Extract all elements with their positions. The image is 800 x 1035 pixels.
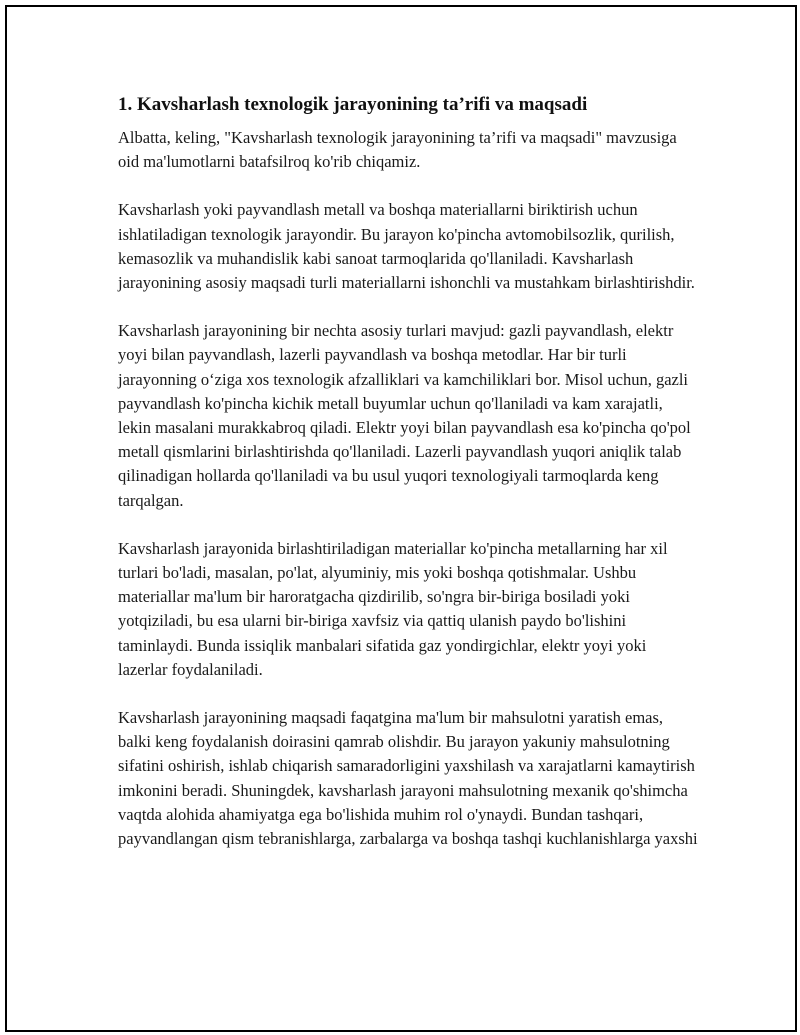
paragraph-materials: Kavsharlash jarayonida birlashtiriladigan materiallar ko'pincha metallarning har xil turlari bo'ladi, masalan, po'lat, alyuminiy, mis yoki boshqa qotishmalar. Ushbu materiallar ma'lum bir haroratgacha qizdirilib, so'ngra bir-biriga bosiladi yoki yotqiziladi, bu esa ularni bir-biriga xavfsiz via qattiq ulanish paydo bo'lishini taminlaydi. Bunda issiqlik manbalari sifatida gaz yondirgichlar, elektr yoyi yoki lazerlar foydalaniladi.: [118, 538, 668, 679]
paragraph-purpose: Kavsharlash jarayonining maqsadi faqatgina ma'lum bir mahsulotni yaratish emas, balki keng foydalanish doirasini qamrab olishdir. Bu jarayon yakuniy mahsulotning sifatini oshirish, ishlab chiqarish samaradorligini yaxshilash va xarajatlarni kamaytirish imkonini beradi. Shuningdek, kavsharlash jarayoni mahsulotning mexanik qo'shimcha vaqtda alohida ahamiyatga ega bo'lishida muhim rol o'ynaydi. Bundan tashqari, payvandlangan qism tebranishlarga, zarbalarga va boshqa tashqi kuchlanishlarga yaxshi: [118, 708, 698, 849]
document-body: [118, 92, 698, 875]
paragraph-types: Kavsharlash jarayonining bir nechta asosiy turlari mavjud: gazli payvandlash, elektr yoyi bilan payvandlash, lazerli payvandlash va boshqa metodlar. Har bir turli jarayonning o‘ziga xos texnologik afzalliklari va kamchiliklari bor. Misol uchun, gazli payvandlash ko'pincha kichik metall buyumlar uchun qo'llaniladi va kam xarajatli, lekin masalani murakkabroq qiladi. Elektr yoyi bilan payvandlash esa ko'pincha qo'pol metall qismlarini birlashtirishda qo'llaniladi. Lazerli payvandlash yuqori aniqlik talab qilinadigan hollarda qo'llaniladi va bu usul yuqori texnologiyali tarmoqlarda keng tarqalgan.: [118, 321, 691, 510]
paragraph-intro: Albatta, keling, "Kavsharlash texnologik jarayonining ta’rifi va maqsadi" mavzusiga oid ma'lumotlarni batafsilroq ko'rib chiqamiz.: [118, 128, 677, 172]
paragraph-definition: Kavsharlash yoki payvandlash metall va boshqa materiallarni biriktirish uchun ishlatiladigan texnologik jarayondir. Bu jarayon ko'pincha avtomobilsozlik, qurilish, kemasozlik va muhandislik kabi sanoat tarmoqlarida qo'llaniladi. Kavsharlash jarayonining asosiy maqsadi turli materiallarni ishonchli va mustahkam birlashtirishdir.: [118, 200, 695, 293]
document-title: 1. Kavsharlash texnologik jarayonining ta’rifi va maqsadi: [118, 94, 588, 115]
